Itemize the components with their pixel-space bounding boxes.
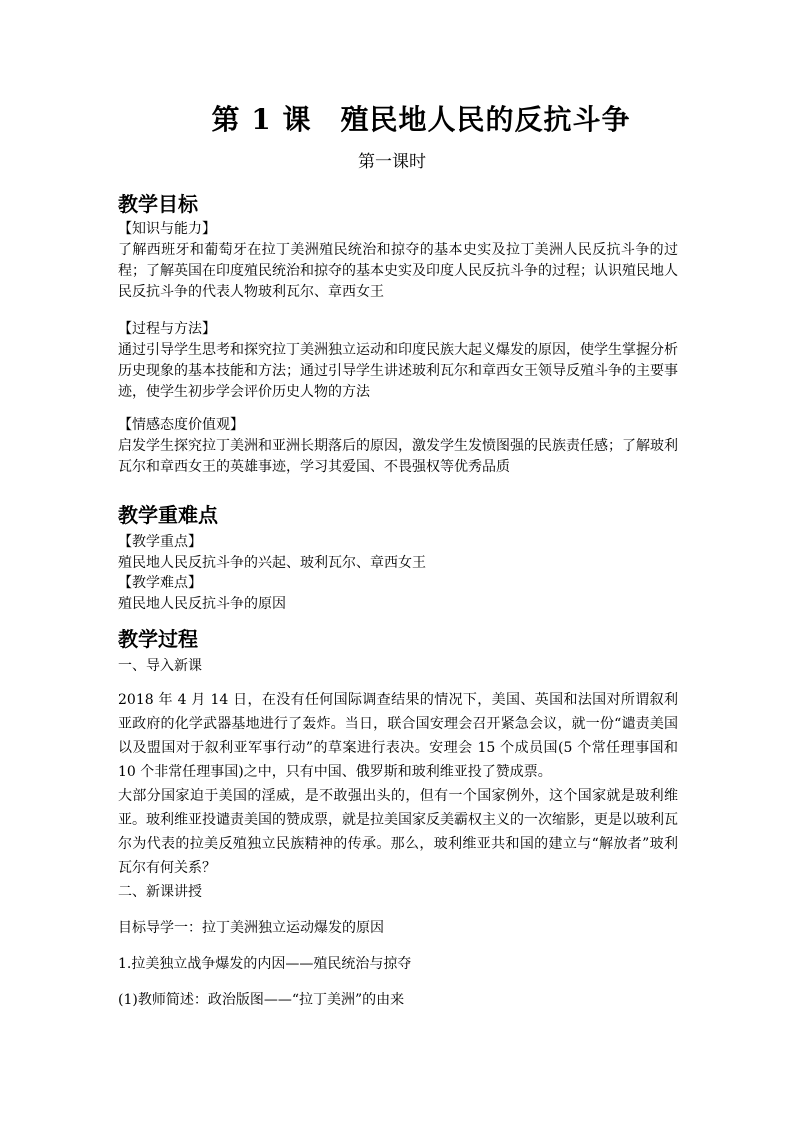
section-heading-key-points: 教学重难点 [118,503,218,527]
goal-heading-1: 目标导学一：拉丁美洲独立运动爆发的原因 [118,920,384,936]
tag-knowledge: 【知识与能力】 [118,221,216,237]
section-heading-process: 教学过程 [118,627,198,651]
paragraph-intro-2: 大部分国家迫于美国的淫威，是不敢强出头的，但有一个国家例外，这个国家就是玻利维亚。玻利维亚投谴责美国的赞成票，就是拉美国家反美霸权主义的一次缩影，更是以玻利瓦尔为代表的拉美反殖独立民族精神的传承。那么，玻利维亚共和国的建立与“解放者”玻利瓦尔有何关系？ [118,788,678,876]
tag-emotion: 【情感态度价值观】 [118,417,244,433]
tag-difficult: 【教学难点】 [118,575,202,591]
text-difficult: 殖民地人民反抗斗争的原因 [118,596,286,612]
section-heading-objectives: 教学目标 [118,192,198,216]
step-new-lesson: 二、新课讲授 [118,884,202,900]
tag-process: 【过程与方法】 [118,321,216,337]
text-key: 殖民地人民反抗斗争的兴起、玻利瓦尔、章西女王 [118,555,426,571]
lesson-title: 第 1 课 殖民地人民的反抗斗争 [211,103,631,136]
point-1-1: (1)教师简述：政治版图——“拉丁美洲”的由来 [118,992,405,1008]
paragraph-intro-1: 2018 年 4 月 14 日，在没有任何国际调查结果的情况下，美国、英国和法国对所谓叙利亚政府的化学武器基地进行了轰炸。当日，联合国安理会召开紧急会议，就一份“谴责美国以及盟国对于叙利亚军事行动”的草案进行表决。安理会 15 个成员国(5 个常任理事国和 10 个非常任理事国)之中，只有中国、俄罗斯和玻利维亚投了赞成票。 [118,692,678,780]
text-process: 通过引导学生思考和探究拉丁美洲独立运动和印度民族大起义爆发的原因，使学生掌握分析历史现象的基本技能和方法；通过引导学生讲述玻利瓦尔和章西女王领导反殖斗争的主要事迹，使学生初步学会评价历史人物的方法 [118,342,678,400]
step-intro: 一、导入新课 [118,658,202,674]
text-emotion: 启发学生探究拉丁美洲和亚洲长期落后的原因，激发学生发愤图强的民族责任感；了解玻利瓦尔和章西女王的英雄事迹，学习其爱国、不畏强权等优秀品质 [118,438,678,475]
point-1: 1.拉美独立战争爆发的内因——殖民统治与掠夺 [118,956,412,972]
lesson-subtitle: 第一课时 [358,152,426,172]
text-knowledge: 了解西班牙和葡萄牙在拉丁美洲殖民统治和掠夺的基本史实及拉丁美洲人民反抗斗争的过程；了解英国在印度殖民统治和掠夺的基本史实及印度人民反抗斗争的过程；认识殖民地人民反抗斗争的代表人物玻利瓦尔、章西女王 [118,242,678,300]
tag-key: 【教学重点】 [118,534,202,550]
